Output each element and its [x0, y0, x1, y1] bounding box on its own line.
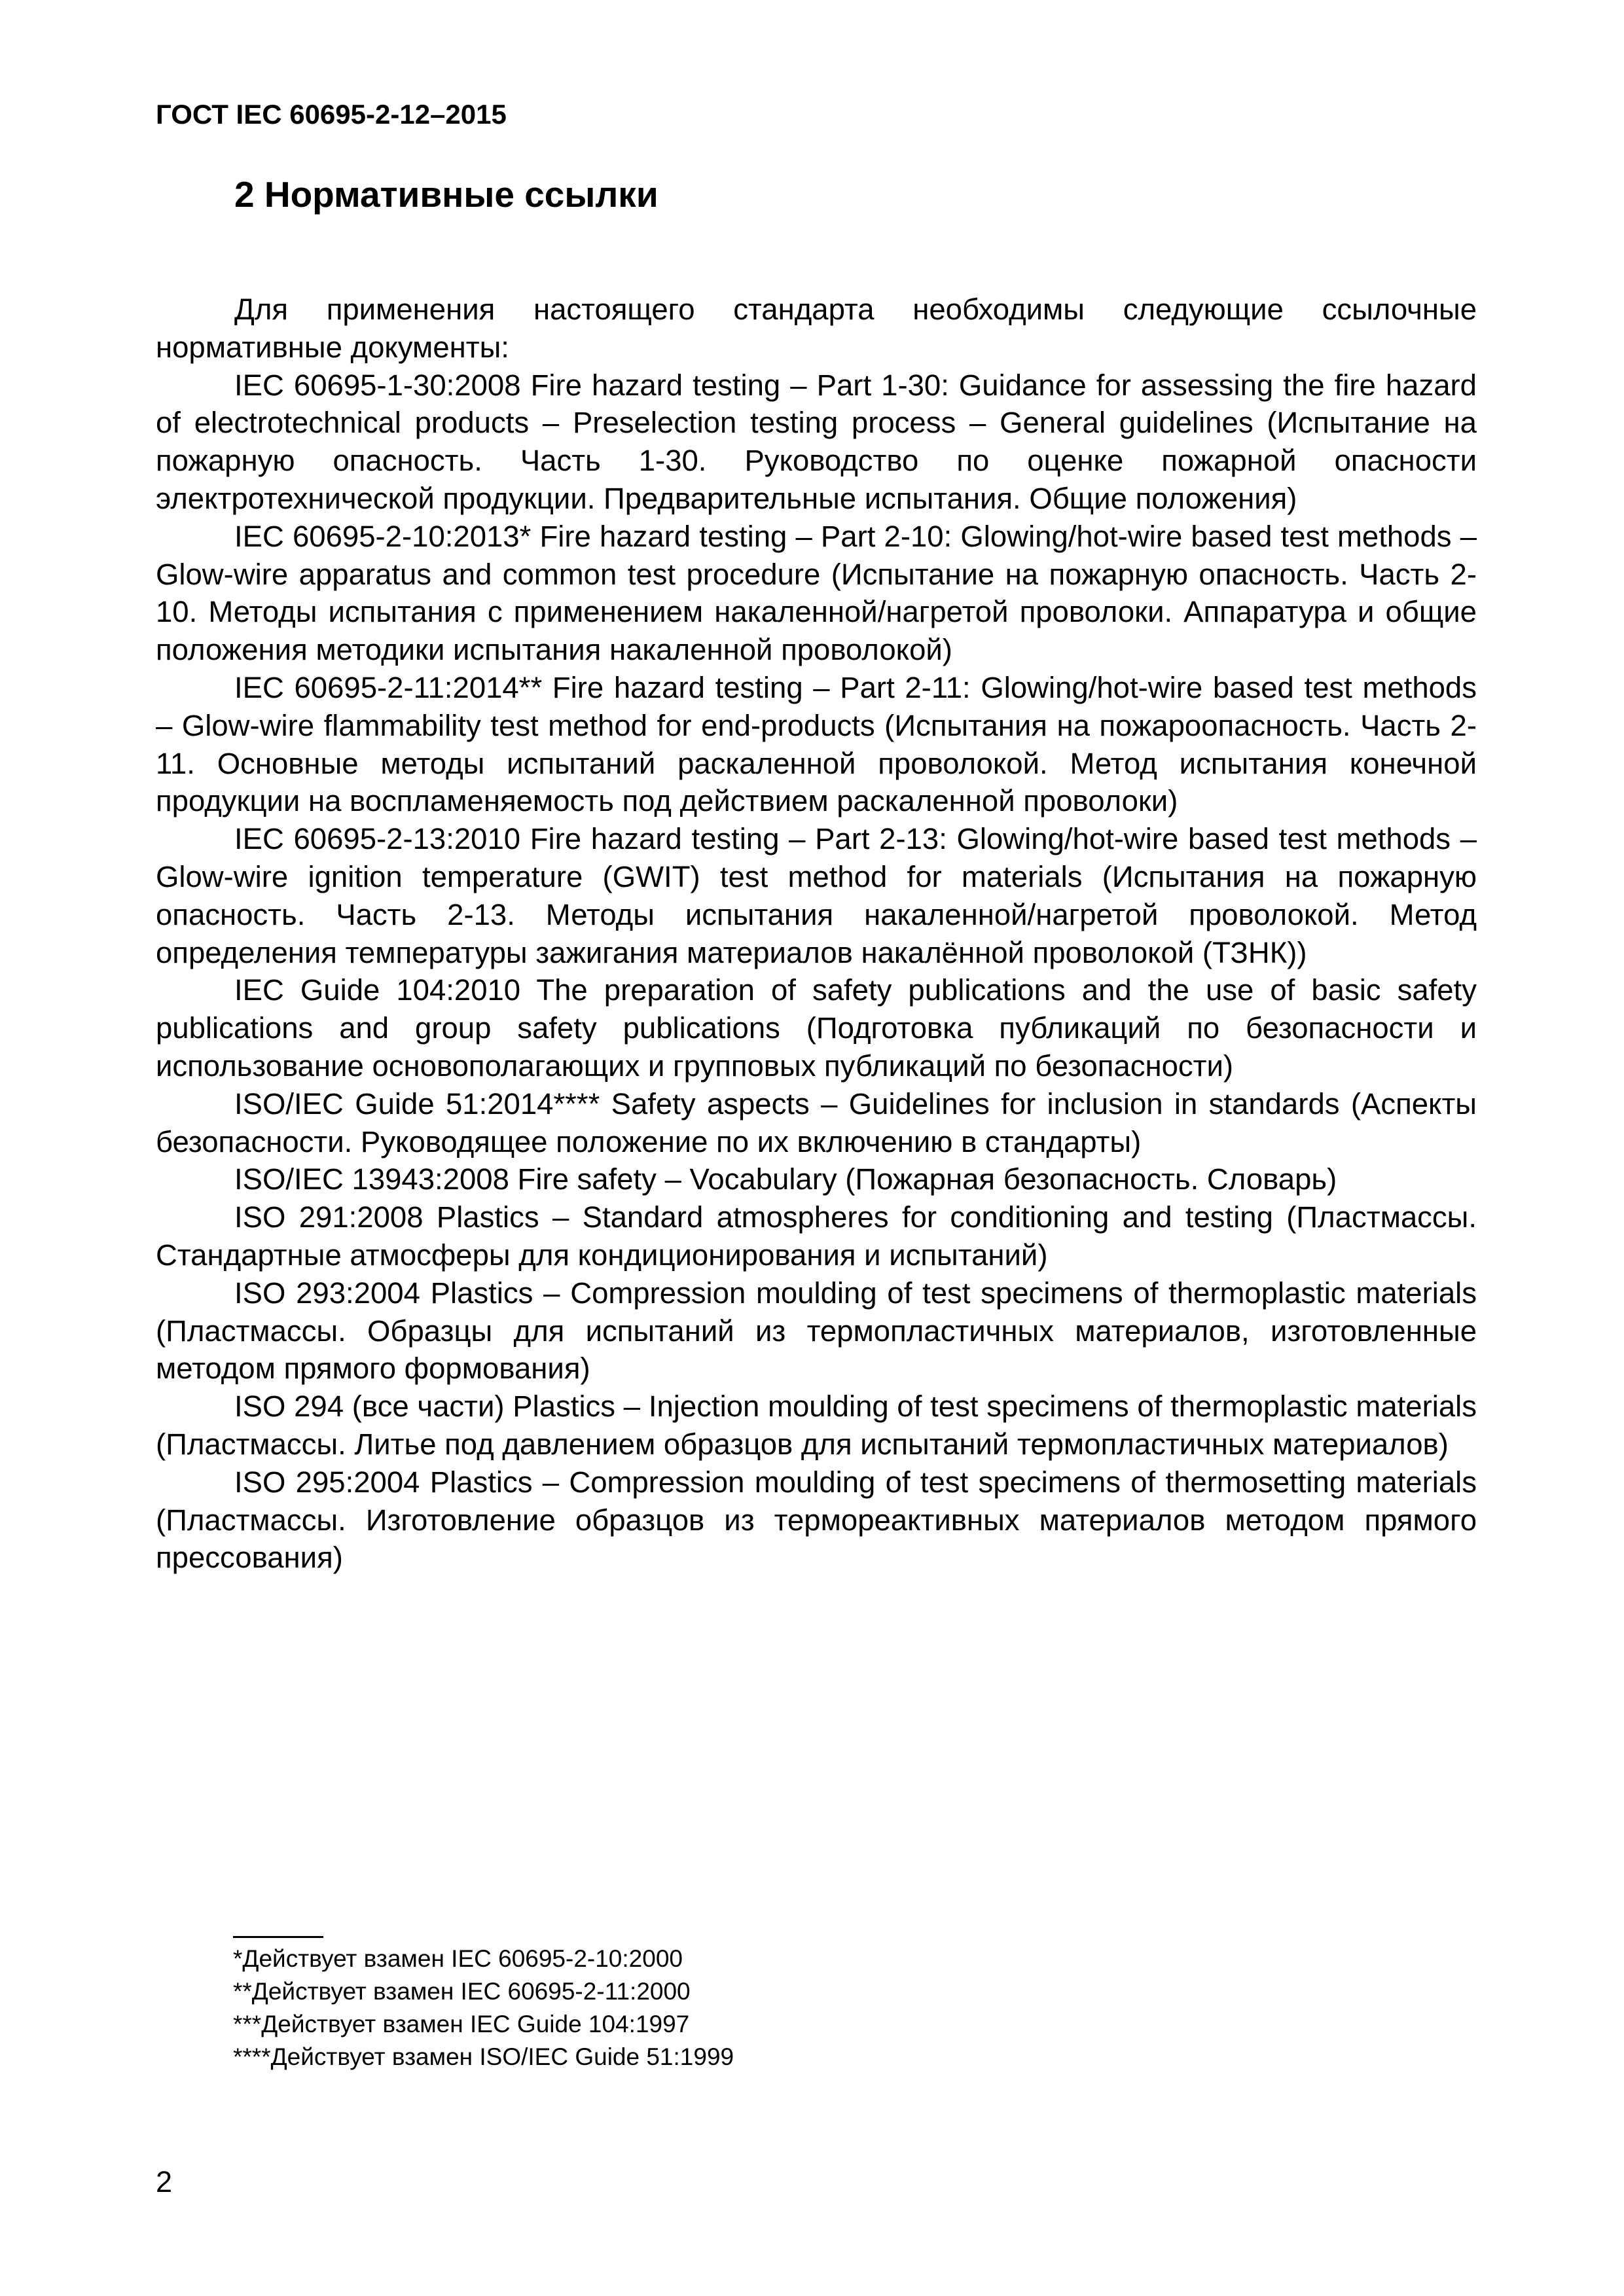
- document-header: ГОСТ IEC 60695-2-12–2015: [156, 99, 507, 130]
- reference-iso-295: ISO 295:2004 Plastics – Compression moulding of test specimens of thermosetting materials (Пластмассы. Изготовление образцов из термореактивных материалов методом прямого прессования): [156, 1465, 1477, 1575]
- page-number: 2: [156, 2165, 173, 2198]
- reference-iso-iec-13943: ISO/IEC 13943:2008 Fire safety – Vocabulary (Пожарная безопасность. Словарь): [234, 1162, 1337, 1196]
- reference-iso-291: ISO 291:2008 Plastics – Standard atmospheres for conditioning and testing (Пластмассы. Стандартные атмосферы для кондиционирования и испытаний): [156, 1200, 1477, 1272]
- reference-iec-60695-2-11: IEC 60695-2-11:2014** Fire hazard testing – Part 2-11: Glowing/hot-wire based test methods – Glow-wire flammability test method for end-products (Испытания на пожароопасность. Часть 2-11. Основные методы испытаний раскаленной проволокой. Метод испытания конечной продукции на воспламеняемость под действием раскаленной проволоки): [156, 670, 1477, 818]
- footnote-2: **Действует взамен IEC 60695-2-11:2000: [233, 1978, 691, 2005]
- footnote-4: ****Действует взамен ISO/IEC Guide 51:1999: [233, 2043, 734, 2070]
- reference-iec-60695-2-13: IEC 60695-2-13:2010 Fire hazard testing – Part 2-13: Glowing/hot-wire based test methods – Glow-wire ignition temperature (GWIT) test method for materials (Испытания на пожарную опасность. Часть 2-13. Методы испытания накаленной/нагретой проволокой. Метод определения температуры зажигания материалов накалённой проволокой (ТЗНК)): [156, 822, 1477, 969]
- footnote-3: ***Действует взамен IEC Guide 104:1997: [233, 2011, 690, 2037]
- reference-iso-iec-guide-51: ISO/IEC Guide 51:2014**** Safety aspects – Guidelines for inclusion in standards (Аспекты безопасности. Руководящее положение по их включению в стандарты): [156, 1086, 1477, 1158]
- intro-paragraph: Для применения настоящего стандарта необходимы следующие ссылочные нормативные документы:: [156, 293, 1477, 364]
- reference-iso-294: ISO 294 (все части) Plastics – Injection moulding of test specimens of thermoplastic materials (Пластмассы. Литье под давлением образцов для испытаний термопластичных материалов): [156, 1390, 1477, 1461]
- section-title: 2 Нормативные ссылки: [234, 174, 659, 215]
- footnotes: [233, 1943, 734, 2073]
- reference-iec-60695-1-30: IEC 60695-1-30:2008 Fire hazard testing – Part 1-30: Guidance for assessing the fire hazard of electrotechnical products – Preselection testing process – General guidelines (Испытание на пожарную опасность. Часть 1-30. Руководство по оценке пожарной опасности электротехнической продукции. Предварительные испытания. Общие положения): [156, 368, 1477, 515]
- normative-references-body: [156, 291, 1477, 1577]
- reference-iec-guide-104: IEC Guide 104:2010 The preparation of safety publications and the use of basic safety publications and group safety publications (Подготовка публикаций по безопасности и использование основополагающих и групповых публикаций по безопасности): [156, 973, 1477, 1083]
- reference-iec-60695-2-10: IEC 60695-2-10:2013* Fire hazard testing – Part 2-10: Glowing/hot-wire based test methods – Glow-wire apparatus and common test procedure (Испытание на пожарную опасность. Часть 2-10. Методы испытания с применением накаленной/нагретой проволоки. Аппаратура и общие положения методики испытания накаленной проволокой): [156, 519, 1477, 667]
- footnote-1: *Действует взамен IEC 60695-2-10:2000: [233, 1945, 683, 1972]
- reference-iso-293: ISO 293:2004 Plastics – Compression moulding of test specimens of thermoplastic materials (Пластмассы. Образцы для испытаний из термопластичных материалов, изготовленные методом прямого формования): [156, 1276, 1477, 1386]
- footnote-separator: [233, 1936, 323, 1938]
